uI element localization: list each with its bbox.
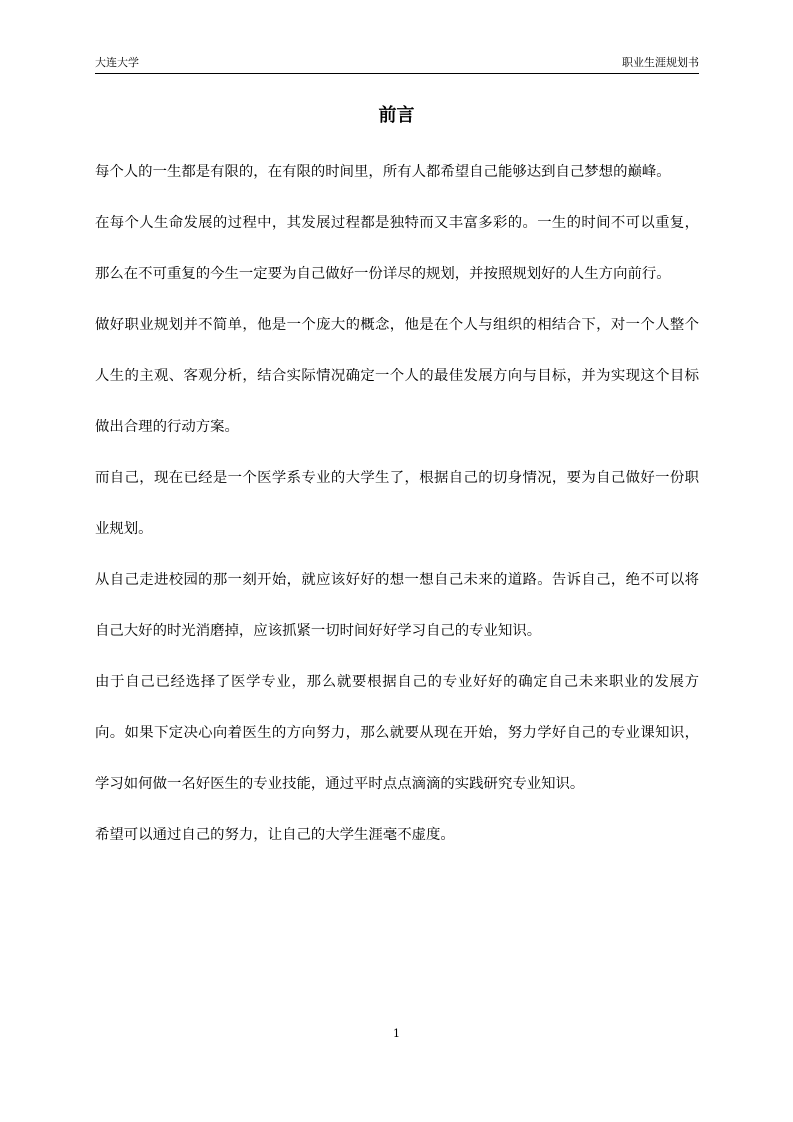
paragraph: 每个人的一生都是有限的，在有限的时间里，所有人都希望自己能够达到自己梦想的巅峰。 [95,164,671,180]
page-number: 1 [393,1027,400,1040]
paragraph: 在每个人生命发展的过程中，其发展过程都是独特而又丰富多彩的。一生的时间不可以重复，那么在不可重复的今生一定要为自己做好一份详尽的规划，并按照规划好的人生方向前行。 [95,215,699,282]
header-university: 大连大学 [95,56,139,69]
header-document-title: 职业生涯规划书 [622,56,699,69]
body-text [95,147,699,861]
paragraph: 做好职业规划并不简单，他是一个庞大的概念，他是在个人与组织的相结合下，对一个人整个人生的主观、客观分析，结合实际情况确定一个人的最佳发展方向与目标，并为实现这个目标做出合理的行动方案。 [95,317,699,435]
paragraph: 希望可以通过自己的努力，让自己的大学生涯毫不虚度。 [95,827,455,843]
page-header [95,55,699,74]
page-title: 前言 [378,105,415,126]
paragraph: 而自己，现在已经是一个医学系专业的大学生了，根据自己的切身情况，要为自己做好一份职业规划。 [95,470,699,537]
paragraph: 从自己走进校园的那一刻开始，就应该好好的想一想自己未来的道路。告诉自己，绝不可以将自己大好的时光消磨掉，应该抓紧一切时间好好学习自己的专业知识。 [95,572,699,639]
paragraph: 由于自己已经选择了医学专业，那么就要根据自己的专业好好的确定自己未来职业的发展方向。如果下定决心向着医生的方向努力，那么就要从现在开始，努力学好自己的专业课知识，学习如何做一名好医生的专业技能，通过平时点点滴滴的实践研究专业知识。 [95,674,699,792]
